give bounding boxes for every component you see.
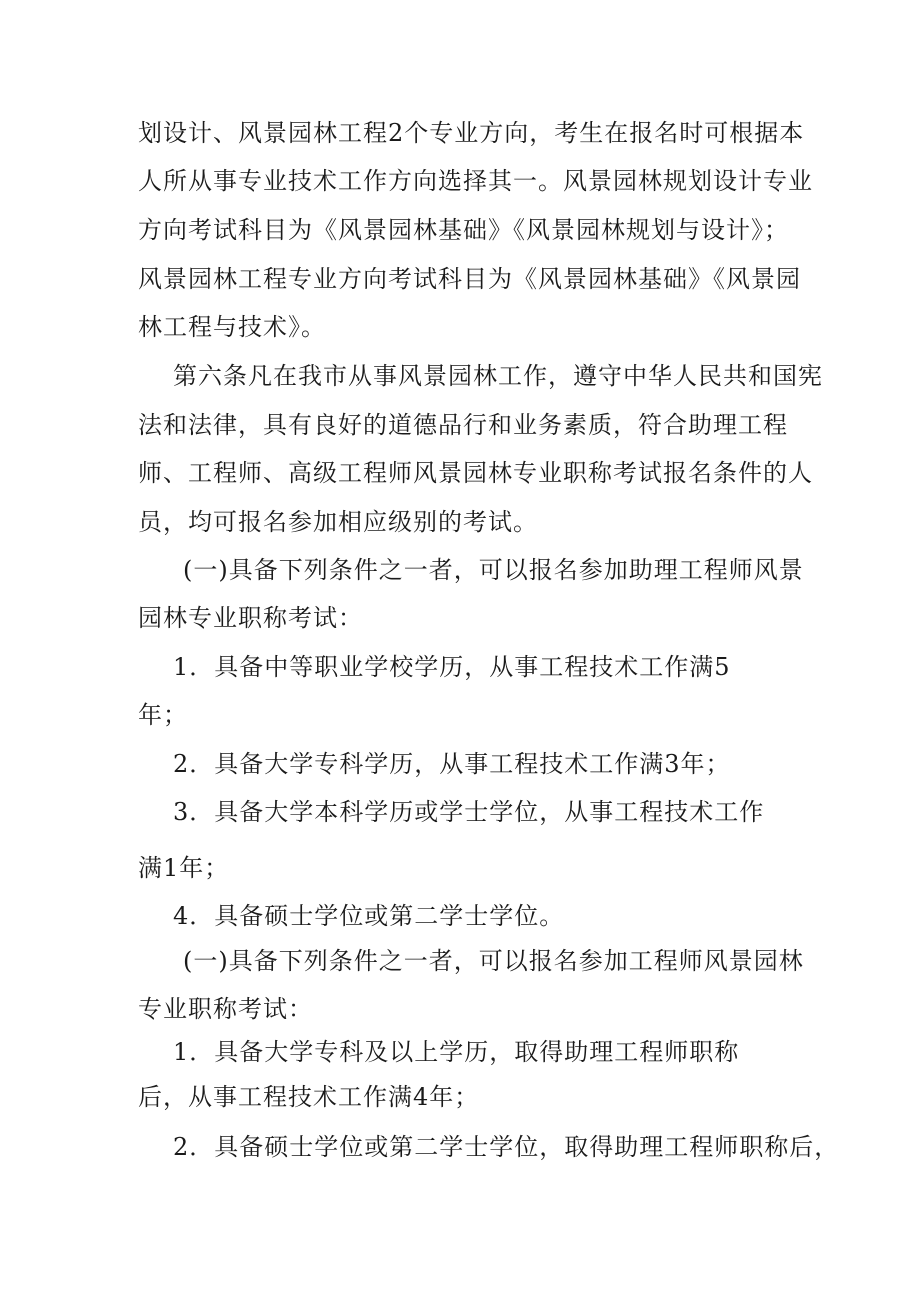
text-line: 后，从事工程技术工作满4年； [138, 1083, 480, 1111]
text-line: 林工程与技术》。 [138, 313, 326, 341]
text-line: 员，均可报名参加相应级别的考试。 [138, 508, 538, 536]
text-line: 方向考试科目为《风景园林基础》《风景园林规划与设计》； [138, 216, 789, 244]
subsection-heading-line: (一)具备下列条件之一者，可以报名参加助理工程师风景 [183, 556, 804, 584]
article-heading-line: 第六条凡在我市从事风景园林工作，遵守中华人民共和国宪 [173, 362, 823, 390]
text-line: 法和法律，具有良好的道德品行和业务素质，符合助理工程 [138, 411, 788, 439]
text-line: 人所从事专业技术工作方向选择其一。风景园林规划设计专业 [138, 167, 813, 195]
text-line: 划设计、风景园林工程2个专业方向，考生在报名时可根据本 [138, 119, 805, 147]
text-line: 园林专业职称考试： [138, 604, 363, 632]
list-item-line: 3．具备大学本科学历或学士学位，从事工程技术工作 [173, 798, 765, 826]
text-line: 风景园林工程专业方向考试科目为《风景园林基础》《风景园 [138, 265, 801, 293]
text-line: 专业职称考试： [138, 995, 313, 1023]
text-line: 年； [138, 701, 188, 729]
subsection-heading-line: (一)具备下列条件之一者，可以报名参加工程师风景园林 [183, 947, 804, 975]
list-item-line: 1．具备中等职业学校学历，从事工程技术工作满5 [173, 653, 731, 681]
text-line: 师、工程师、高级工程师风景园林专业职称考试报名条件的人 [138, 459, 813, 487]
list-item-line: 1．具备大学专科及以上学历，取得助理工程师职称 [173, 1038, 740, 1066]
list-item-line: 2．具备大学专科学历，从事工程技术工作满3年； [173, 750, 731, 778]
list-item-line: 2．具备硕士学位或第二学士学位，取得助理工程师职称后， [173, 1133, 840, 1161]
list-item-line: 4．具备硕士学位或第二学士学位。 [173, 902, 565, 930]
text-line: 满1年； [138, 854, 230, 882]
